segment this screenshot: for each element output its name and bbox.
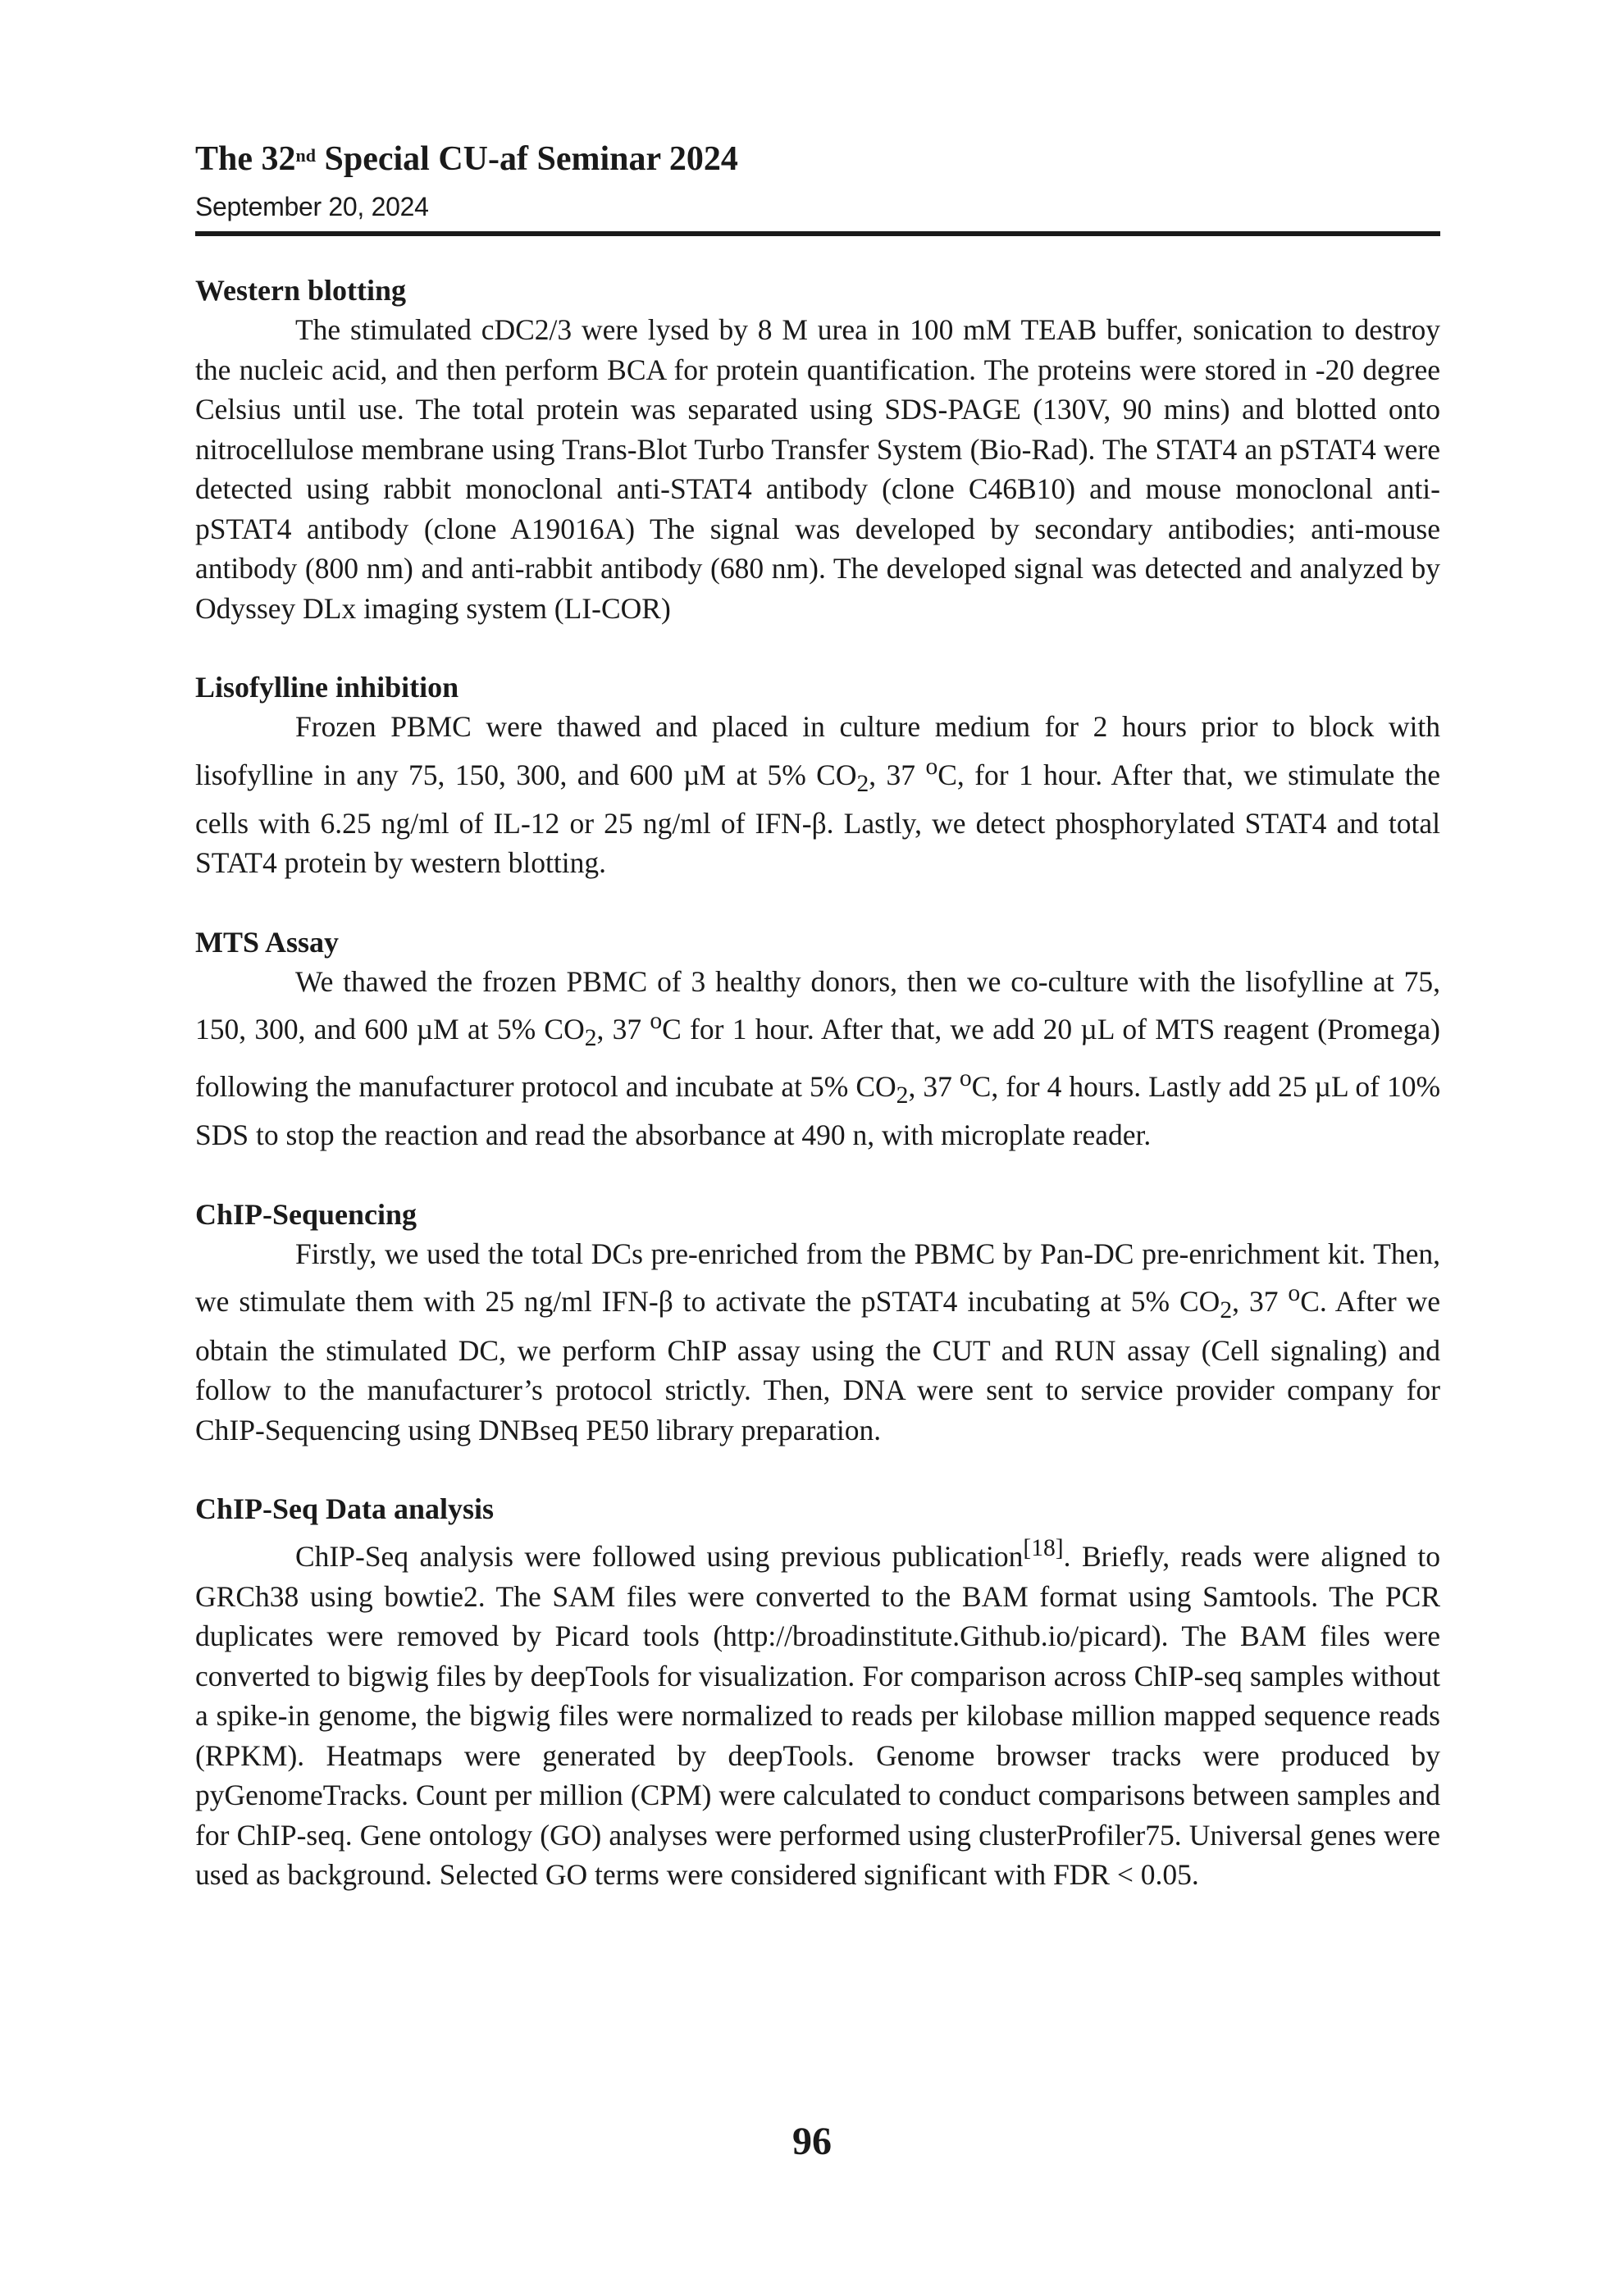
section-paragraph: Firstly, we used the total DCs pre-enriched from the PBMC by Pan-DC pre-enrichment kit. Then, we stimulate them with 25 ng/ml IFN-β to activate the pSTAT4 incubating at 5% $CO_2$, 37 $^o$C. After we obtain the stimulated DC, we perform ChIP assay using the CUT and RUN assay (Cell signaling) and follow to the manufacturer’s protocol strictly. Then, DNA were sent to service provider company for ChIP-Sequencing using DNBseq PE50 library preparation. [195, 1237, 1440, 1446]
page-header [195, 138, 1440, 236]
section-title: ChIP-Seq Data analysis [195, 1492, 495, 1526]
section-western-blotting [195, 271, 1440, 628]
section-chip-sequencing [195, 1195, 1440, 1450]
section-paragraph: The stimulated cDC2/3 were lysed by 8 M urea in 100 mM TEAB buffer, sonication to destroy the nucleic acid, and then perform BCA for protein quantification. The proteins were stored in -20 degree Celsius until use. The total protein was separated using SDS-PAGE (130V, 90 mins) and blotted onto nitrocellulose membrane using Trans-Blot Turbo Transfer System (Bio-Rad). The STAT4 an pSTAT4 were detected using rabbit monoclonal anti-STAT4 antibody (clone C46B10) and mouse monoclonal anti-pSTAT4 antibody (clone A19016A) The signal was developed by secondary antibodies; anti-mouse antibody (800 nm) and anti-rabbit antibody (680 nm). The developed signal was detected and analyzed by Odyssey DLx imaging system (LI-COR) [195, 313, 1440, 625]
section-paragraph: Frozen PBMC were thawed and placed in culture medium for 2 hours prior to block with lisofylline in any 75, 150, 300, and 600 µM at 5% $CO_2$, 37 $^o$C, for 1 hour. After that, we stimulate the cells with 6.25 ng/ml of IL-12 or 25 ng/ml of IFN-β. Lastly, we detect phosphorylated STAT4 and total STAT4 protein by western blotting. [195, 710, 1440, 880]
title-text-rest: Special CU-af Seminar 2024 [316, 140, 738, 178]
section-title: Lisofylline inhibition [195, 671, 459, 704]
page-number: 96 [792, 2120, 832, 2163]
section-paragraph: We thawed the frozen PBMC of 3 healthy donors, then we co-culture with the lisofylline at 75, 150, 300, and 600 µM at 5% $CO_2$, 37 $^o$C for 1 hour. After that, we add 20 µL of MTS reagent (Promega) following the manufacturer protocol and incubate at 5% $CO_2$, 37 $^o$C, for 4 hours. Lastly add 25 µL of 10% SDS to stop the reaction and read the absorbance at 490 n, with microplate reader. [195, 964, 1441, 1152]
section-title: MTS Assay [195, 925, 340, 959]
section-mts-assay [195, 922, 1440, 1155]
section-paragraph: ChIP-Seq analysis were followed using previous publication[18]. Briefly, reads were aligned to GRCh38 using bowtie2. The SAM files were converted to the BAM format using Samtools. The PCR duplicates were removed by Picard tools (http://broadinstitute.Github.io/picard). The BAM files were converted to bigwig files by deepTools for visualization. For comparison across ChIP-seq samples without a spike-in genome, the bigwig files were normalized to reads per kilobase million mapped sequence reads (RPKM). Heatmaps were generated by deepTools. Genome browser tracks were produced by pyGenomeTracks. Count per million (CPM) were calculated to conduct comparisons between samples and for ChIP-seq. Gene ontology (GO) analyses were performed using clusterProfiler75. Universal genes were used as background. Selected GO terms were considered significant with FDR < 0.05. [195, 1535, 1440, 1892]
section-chip-seq-data-analysis [195, 1489, 1440, 1894]
header-divider [195, 231, 1440, 236]
title-superscript: nd [295, 145, 316, 166]
seminar-date: September 20, 2024 [195, 192, 429, 221]
seminar-title [195, 138, 1440, 180]
page-body [195, 271, 1440, 1934]
title-text: The 32 [195, 140, 296, 178]
section-title: Western blotting [195, 274, 406, 307]
section-title: ChIP-Sequencing [195, 1197, 417, 1231]
section-lisofylline-inhibition [195, 667, 1440, 883]
